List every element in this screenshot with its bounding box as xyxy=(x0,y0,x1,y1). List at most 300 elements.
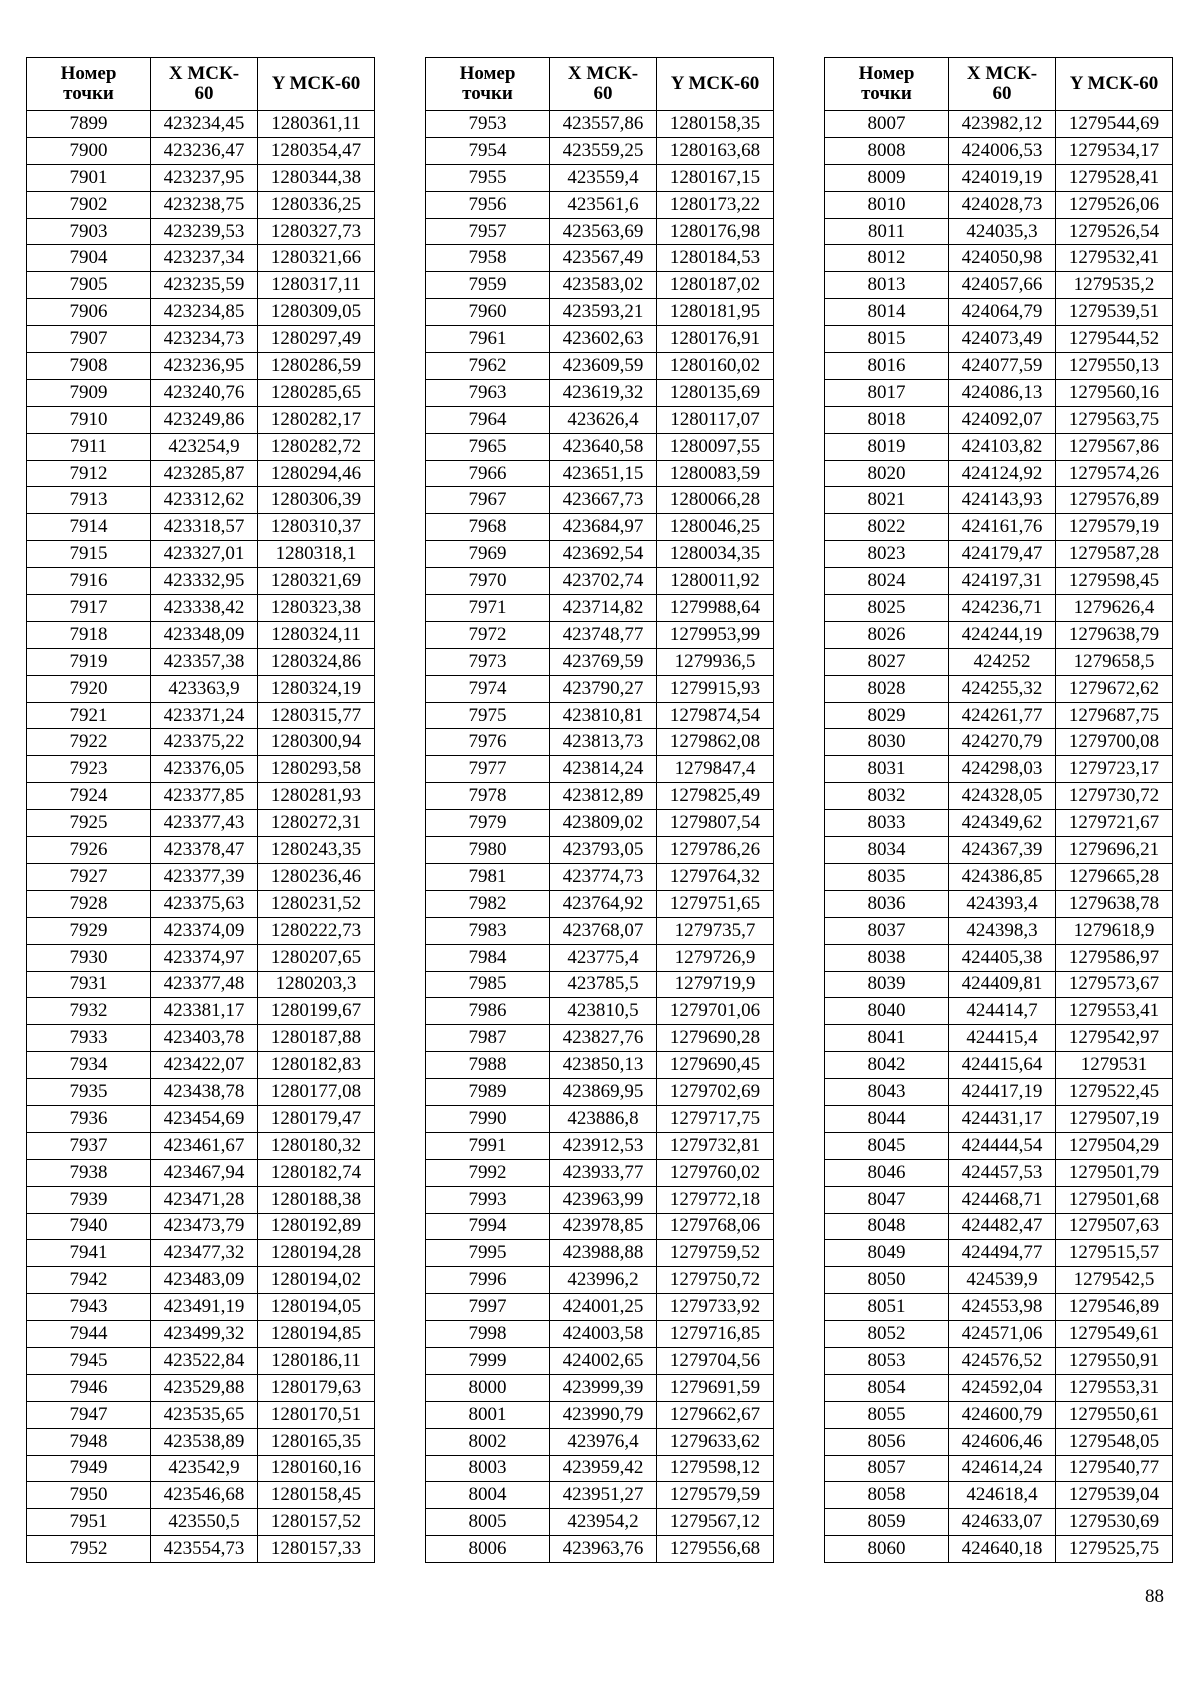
x-coordinate-cell: 424002,65 xyxy=(550,1347,657,1374)
y-coordinate-cell: 1279534,17 xyxy=(1056,137,1173,164)
y-coordinate-cell: 1280187,88 xyxy=(258,1025,375,1052)
table-row xyxy=(27,729,375,756)
table-row xyxy=(426,245,774,272)
y-coordinate-cell: 1279553,31 xyxy=(1056,1374,1173,1401)
table-row xyxy=(825,621,1173,648)
x-coordinate-cell: 423976,4 xyxy=(550,1428,657,1455)
x-coordinate-cell: 424640,18 xyxy=(949,1536,1056,1563)
y-coordinate-cell: 1280317,11 xyxy=(258,272,375,299)
table-row xyxy=(825,675,1173,702)
x-coordinate-cell: 424086,13 xyxy=(949,379,1056,406)
table-row xyxy=(825,191,1173,218)
header-row xyxy=(27,58,375,111)
point-number-cell: 7924 xyxy=(27,783,151,810)
x-coordinate-cell: 423609,59 xyxy=(550,353,657,380)
table-row xyxy=(426,514,774,541)
table-row xyxy=(825,1401,1173,1428)
y-coordinate-cell: 1279567,12 xyxy=(657,1509,774,1536)
header-point-number: Номер точки xyxy=(825,58,949,111)
y-coordinate-cell: 1279507,63 xyxy=(1056,1213,1173,1240)
y-coordinate-cell: 1279716,85 xyxy=(657,1321,774,1348)
x-coordinate-cell: 424393,4 xyxy=(949,890,1056,917)
point-number-cell: 7965 xyxy=(426,433,550,460)
y-coordinate-cell: 1280187,02 xyxy=(657,272,774,299)
table-row xyxy=(426,971,774,998)
y-coordinate-cell: 1279522,45 xyxy=(1056,1079,1173,1106)
y-coordinate-cell: 1280194,85 xyxy=(258,1321,375,1348)
y-coordinate-cell: 1279953,99 xyxy=(657,621,774,648)
table-row xyxy=(426,272,774,299)
point-number-cell: 7915 xyxy=(27,541,151,568)
y-coordinate-cell: 1280323,38 xyxy=(258,595,375,622)
y-coordinate-cell: 1280315,77 xyxy=(258,702,375,729)
point-number-cell: 7981 xyxy=(426,863,550,890)
point-number-cell: 7968 xyxy=(426,514,550,541)
header-point-number: Номер точки xyxy=(426,58,550,111)
x-coordinate-cell: 423522,84 xyxy=(151,1347,258,1374)
table-row xyxy=(426,568,774,595)
table-row xyxy=(825,1428,1173,1455)
table-row xyxy=(426,379,774,406)
y-coordinate-cell: 1279665,28 xyxy=(1056,863,1173,890)
point-number-cell: 8052 xyxy=(825,1321,949,1348)
y-coordinate-cell: 1279723,17 xyxy=(1056,756,1173,783)
table-row xyxy=(426,783,774,810)
point-number-cell: 7973 xyxy=(426,648,550,675)
y-coordinate-cell: 1280281,93 xyxy=(258,783,375,810)
table-row xyxy=(825,326,1173,353)
x-coordinate-cell: 423869,95 xyxy=(550,1079,657,1106)
table-row xyxy=(426,1482,774,1509)
x-coordinate-cell: 423626,4 xyxy=(550,406,657,433)
x-coordinate-cell: 423954,2 xyxy=(550,1509,657,1536)
x-coordinate-cell: 423996,2 xyxy=(550,1267,657,1294)
x-coordinate-cell: 423338,42 xyxy=(151,595,258,622)
table-row xyxy=(27,1159,375,1186)
x-coordinate-cell: 424592,04 xyxy=(949,1374,1056,1401)
x-coordinate-cell: 423239,53 xyxy=(151,218,258,245)
point-number-cell: 7980 xyxy=(426,837,550,864)
header-x-msk60: X МСК- 60 xyxy=(550,58,657,111)
point-number-cell: 7944 xyxy=(27,1321,151,1348)
y-coordinate-cell: 1280188,38 xyxy=(258,1186,375,1213)
x-coordinate-cell: 424143,93 xyxy=(949,487,1056,514)
x-coordinate-cell: 424092,07 xyxy=(949,406,1056,433)
table-row xyxy=(426,1213,774,1240)
x-coordinate-cell: 423374,97 xyxy=(151,944,258,971)
y-coordinate-cell: 1279751,65 xyxy=(657,890,774,917)
y-coordinate-cell: 1280344,38 xyxy=(258,164,375,191)
x-coordinate-cell: 423793,05 xyxy=(550,837,657,864)
point-number-cell: 7941 xyxy=(27,1240,151,1267)
y-coordinate-cell: 1280324,19 xyxy=(258,675,375,702)
point-number-cell: 8031 xyxy=(825,756,949,783)
table-row xyxy=(426,111,774,138)
table-row xyxy=(27,648,375,675)
point-number-cell: 7971 xyxy=(426,595,550,622)
table-row xyxy=(825,863,1173,890)
point-number-cell: 8025 xyxy=(825,595,949,622)
table-row xyxy=(825,810,1173,837)
point-number-cell: 7970 xyxy=(426,568,550,595)
y-coordinate-cell: 1279501,68 xyxy=(1056,1186,1173,1213)
y-coordinate-cell: 1279587,28 xyxy=(1056,541,1173,568)
point-number-cell: 7954 xyxy=(426,137,550,164)
x-coordinate-cell: 424600,79 xyxy=(949,1401,1056,1428)
x-coordinate-cell: 423769,59 xyxy=(550,648,657,675)
point-number-cell: 7975 xyxy=(426,702,550,729)
y-coordinate-cell: 1279759,52 xyxy=(657,1240,774,1267)
x-coordinate-cell: 423764,92 xyxy=(550,890,657,917)
y-coordinate-cell: 1280181,95 xyxy=(657,299,774,326)
y-coordinate-cell: 1280176,91 xyxy=(657,326,774,353)
x-coordinate-cell: 424409,81 xyxy=(949,971,1056,998)
table-row xyxy=(426,1079,774,1106)
y-coordinate-cell: 1280336,25 xyxy=(258,191,375,218)
y-coordinate-cell: 1279687,75 xyxy=(1056,702,1173,729)
x-coordinate-cell: 423602,63 xyxy=(550,326,657,353)
x-coordinate-cell: 423557,86 xyxy=(550,111,657,138)
table-row xyxy=(27,917,375,944)
point-number-cell: 7936 xyxy=(27,1105,151,1132)
y-coordinate-cell: 1280282,72 xyxy=(258,433,375,460)
table-row xyxy=(825,944,1173,971)
table-row xyxy=(825,1267,1173,1294)
x-coordinate-cell: 423593,21 xyxy=(550,299,657,326)
y-coordinate-cell: 1280192,89 xyxy=(258,1213,375,1240)
point-number-cell: 7899 xyxy=(27,111,151,138)
y-coordinate-cell: 1280182,74 xyxy=(258,1159,375,1186)
x-coordinate-cell: 423561,6 xyxy=(550,191,657,218)
table-row xyxy=(825,1482,1173,1509)
x-coordinate-cell: 424398,3 xyxy=(949,917,1056,944)
table-row xyxy=(426,1240,774,1267)
point-number-cell: 7982 xyxy=(426,890,550,917)
y-coordinate-cell: 1279563,75 xyxy=(1056,406,1173,433)
point-number-cell: 7988 xyxy=(426,1052,550,1079)
header-y-msk60: Y МСК-60 xyxy=(258,58,375,111)
table-row xyxy=(426,406,774,433)
table-row xyxy=(825,137,1173,164)
table-row xyxy=(426,944,774,971)
y-coordinate-cell: 1280310,37 xyxy=(258,514,375,541)
y-coordinate-cell: 1280286,59 xyxy=(258,353,375,380)
table-row xyxy=(27,1213,375,1240)
point-number-cell: 7994 xyxy=(426,1213,550,1240)
point-number-cell: 8011 xyxy=(825,218,949,245)
point-number-cell: 7931 xyxy=(27,971,151,998)
y-coordinate-cell: 1279526,54 xyxy=(1056,218,1173,245)
y-coordinate-cell: 1280321,66 xyxy=(258,245,375,272)
coordinates-table-2 xyxy=(425,57,774,1563)
point-number-cell: 7933 xyxy=(27,1025,151,1052)
point-number-cell: 8060 xyxy=(825,1536,949,1563)
point-number-cell: 8055 xyxy=(825,1401,949,1428)
x-coordinate-cell: 424405,38 xyxy=(949,944,1056,971)
point-number-cell: 7983 xyxy=(426,917,550,944)
point-number-cell: 8027 xyxy=(825,648,949,675)
y-coordinate-cell: 1280361,11 xyxy=(258,111,375,138)
table-row xyxy=(426,648,774,675)
table-row xyxy=(27,353,375,380)
y-coordinate-cell: 1279733,92 xyxy=(657,1294,774,1321)
point-number-cell: 7904 xyxy=(27,245,151,272)
y-coordinate-cell: 1280318,1 xyxy=(258,541,375,568)
table-row xyxy=(27,890,375,917)
point-number-cell: 7919 xyxy=(27,648,151,675)
point-number-cell: 7986 xyxy=(426,998,550,1025)
point-number-cell: 7917 xyxy=(27,595,151,622)
header-y-msk60: Y МСК-60 xyxy=(1056,58,1173,111)
point-number-cell: 7952 xyxy=(27,1536,151,1563)
x-coordinate-cell: 424103,82 xyxy=(949,433,1056,460)
y-coordinate-cell: 1280321,69 xyxy=(258,568,375,595)
table-row xyxy=(27,164,375,191)
y-coordinate-cell: 1279662,67 xyxy=(657,1401,774,1428)
table-row xyxy=(426,1509,774,1536)
x-coordinate-cell: 423748,77 xyxy=(550,621,657,648)
table-row xyxy=(27,1509,375,1536)
table-row xyxy=(426,675,774,702)
point-number-cell: 8047 xyxy=(825,1186,949,1213)
table-row xyxy=(825,1213,1173,1240)
point-number-cell: 8013 xyxy=(825,272,949,299)
table-row xyxy=(27,487,375,514)
point-number-cell: 8019 xyxy=(825,433,949,460)
y-coordinate-cell: 1279556,68 xyxy=(657,1536,774,1563)
y-coordinate-cell: 1279735,7 xyxy=(657,917,774,944)
point-number-cell: 8029 xyxy=(825,702,949,729)
table-row xyxy=(27,971,375,998)
x-coordinate-cell: 423619,32 xyxy=(550,379,657,406)
point-number-cell: 7989 xyxy=(426,1079,550,1106)
y-coordinate-cell: 1279504,29 xyxy=(1056,1132,1173,1159)
y-coordinate-cell: 1280272,31 xyxy=(258,810,375,837)
x-coordinate-cell: 424001,25 xyxy=(550,1294,657,1321)
table-row xyxy=(27,1347,375,1374)
x-coordinate-cell: 424003,58 xyxy=(550,1321,657,1348)
x-coordinate-cell: 423422,07 xyxy=(151,1052,258,1079)
x-coordinate-cell: 424035,3 xyxy=(949,218,1056,245)
x-coordinate-cell: 423850,13 xyxy=(550,1052,657,1079)
point-number-cell: 7956 xyxy=(426,191,550,218)
point-number-cell: 7938 xyxy=(27,1159,151,1186)
point-number-cell: 8048 xyxy=(825,1213,949,1240)
x-coordinate-cell: 423285,87 xyxy=(151,460,258,487)
y-coordinate-cell: 1280160,16 xyxy=(258,1455,375,1482)
y-coordinate-cell: 1280282,17 xyxy=(258,406,375,433)
y-coordinate-cell: 1279618,9 xyxy=(1056,917,1173,944)
point-number-cell: 7930 xyxy=(27,944,151,971)
y-coordinate-cell: 1280297,49 xyxy=(258,326,375,353)
x-coordinate-cell: 423377,43 xyxy=(151,810,258,837)
table-row xyxy=(426,1294,774,1321)
table-row xyxy=(825,541,1173,568)
x-coordinate-cell: 423238,75 xyxy=(151,191,258,218)
point-number-cell: 8023 xyxy=(825,541,949,568)
x-coordinate-cell: 423790,27 xyxy=(550,675,657,702)
x-coordinate-cell: 423775,4 xyxy=(550,944,657,971)
point-number-cell: 7987 xyxy=(426,1025,550,1052)
x-coordinate-cell: 423651,15 xyxy=(550,460,657,487)
point-number-cell: 7958 xyxy=(426,245,550,272)
x-coordinate-cell: 424417,19 xyxy=(949,1079,1056,1106)
x-coordinate-cell: 423990,79 xyxy=(550,1401,657,1428)
table-row xyxy=(426,998,774,1025)
point-number-cell: 7911 xyxy=(27,433,151,460)
x-coordinate-cell: 423567,49 xyxy=(550,245,657,272)
y-coordinate-cell: 1279988,64 xyxy=(657,595,774,622)
point-number-cell: 8036 xyxy=(825,890,949,917)
y-coordinate-cell: 1279768,06 xyxy=(657,1213,774,1240)
point-number-cell: 7940 xyxy=(27,1213,151,1240)
x-coordinate-cell: 424414,7 xyxy=(949,998,1056,1025)
point-number-cell: 8053 xyxy=(825,1347,949,1374)
y-coordinate-cell: 1280293,58 xyxy=(258,756,375,783)
x-coordinate-cell: 424064,79 xyxy=(949,299,1056,326)
x-coordinate-cell: 424444,54 xyxy=(949,1132,1056,1159)
x-coordinate-cell: 423933,77 xyxy=(550,1159,657,1186)
y-coordinate-cell: 1280309,05 xyxy=(258,299,375,326)
table-row xyxy=(825,595,1173,622)
x-coordinate-cell: 424415,64 xyxy=(949,1052,1056,1079)
x-coordinate-cell: 423546,68 xyxy=(151,1482,258,1509)
x-coordinate-cell: 424482,47 xyxy=(949,1213,1056,1240)
y-coordinate-cell: 1279672,62 xyxy=(1056,675,1173,702)
x-coordinate-cell: 424367,39 xyxy=(949,837,1056,864)
y-coordinate-cell: 1279525,75 xyxy=(1056,1536,1173,1563)
point-number-cell: 7996 xyxy=(426,1267,550,1294)
x-coordinate-cell: 424468,71 xyxy=(949,1186,1056,1213)
x-coordinate-cell: 424255,32 xyxy=(949,675,1056,702)
y-coordinate-cell: 1279721,67 xyxy=(1056,810,1173,837)
y-coordinate-cell: 1279700,08 xyxy=(1056,729,1173,756)
point-number-cell: 7961 xyxy=(426,326,550,353)
x-coordinate-cell: 424571,06 xyxy=(949,1321,1056,1348)
x-coordinate-cell: 424261,77 xyxy=(949,702,1056,729)
table-row xyxy=(825,756,1173,783)
x-coordinate-cell: 424457,53 xyxy=(949,1159,1056,1186)
point-number-cell: 7985 xyxy=(426,971,550,998)
y-coordinate-cell: 1279807,54 xyxy=(657,810,774,837)
y-coordinate-cell: 1280182,83 xyxy=(258,1052,375,1079)
table-row xyxy=(27,621,375,648)
table-row xyxy=(27,998,375,1025)
y-coordinate-cell: 1279730,72 xyxy=(1056,783,1173,810)
x-coordinate-cell: 423692,54 xyxy=(550,541,657,568)
y-coordinate-cell: 1280157,33 xyxy=(258,1536,375,1563)
y-coordinate-cell: 1280160,02 xyxy=(657,353,774,380)
table-row xyxy=(825,971,1173,998)
table-row xyxy=(27,406,375,433)
point-number-cell: 8000 xyxy=(426,1374,550,1401)
point-number-cell: 7906 xyxy=(27,299,151,326)
table-row xyxy=(426,191,774,218)
point-number-cell: 7908 xyxy=(27,353,151,380)
y-coordinate-cell: 1280236,46 xyxy=(258,863,375,890)
x-coordinate-cell: 423438,78 xyxy=(151,1079,258,1106)
x-coordinate-cell: 423483,09 xyxy=(151,1267,258,1294)
point-number-cell: 7929 xyxy=(27,917,151,944)
x-coordinate-cell: 423912,53 xyxy=(550,1132,657,1159)
header-point-number: Номер точки xyxy=(27,58,151,111)
y-coordinate-cell: 1279915,93 xyxy=(657,675,774,702)
table-row xyxy=(27,245,375,272)
point-number-cell: 8033 xyxy=(825,810,949,837)
point-number-cell: 8012 xyxy=(825,245,949,272)
point-number-cell: 7943 xyxy=(27,1294,151,1321)
point-number-cell: 8024 xyxy=(825,568,949,595)
point-number-cell: 7957 xyxy=(426,218,550,245)
y-coordinate-cell: 1279717,75 xyxy=(657,1105,774,1132)
table-row xyxy=(825,702,1173,729)
y-coordinate-cell: 1280186,11 xyxy=(258,1347,375,1374)
point-number-cell: 7992 xyxy=(426,1159,550,1186)
table-row xyxy=(426,1374,774,1401)
x-coordinate-cell: 423667,73 xyxy=(550,487,657,514)
table-row xyxy=(27,1186,375,1213)
point-number-cell: 7990 xyxy=(426,1105,550,1132)
point-number-cell: 7905 xyxy=(27,272,151,299)
point-number-cell: 7974 xyxy=(426,675,550,702)
table-row xyxy=(27,299,375,326)
table-row xyxy=(825,460,1173,487)
point-number-cell: 7910 xyxy=(27,406,151,433)
point-number-cell: 7900 xyxy=(27,137,151,164)
y-coordinate-cell: 1279550,61 xyxy=(1056,1401,1173,1428)
y-coordinate-cell: 1280199,67 xyxy=(258,998,375,1025)
point-number-cell: 8003 xyxy=(426,1455,550,1482)
y-coordinate-cell: 1279764,32 xyxy=(657,863,774,890)
y-coordinate-cell: 1279719,9 xyxy=(657,971,774,998)
x-coordinate-cell: 423403,78 xyxy=(151,1025,258,1052)
table-row xyxy=(825,1105,1173,1132)
point-number-cell: 7942 xyxy=(27,1267,151,1294)
y-coordinate-cell: 1279598,45 xyxy=(1056,568,1173,595)
x-coordinate-cell: 424124,92 xyxy=(949,460,1056,487)
point-number-cell: 8034 xyxy=(825,837,949,864)
x-coordinate-cell: 423240,76 xyxy=(151,379,258,406)
point-number-cell: 7951 xyxy=(27,1509,151,1536)
y-coordinate-cell: 1279528,41 xyxy=(1056,164,1173,191)
x-coordinate-cell: 424073,49 xyxy=(949,326,1056,353)
table-row xyxy=(825,272,1173,299)
point-number-cell: 8017 xyxy=(825,379,949,406)
y-coordinate-cell: 1280165,35 xyxy=(258,1428,375,1455)
point-number-cell: 7932 xyxy=(27,998,151,1025)
x-coordinate-cell: 424553,98 xyxy=(949,1294,1056,1321)
x-coordinate-cell: 424618,4 xyxy=(949,1482,1056,1509)
table-row xyxy=(27,1455,375,1482)
table-row xyxy=(825,1455,1173,1482)
table-row xyxy=(426,1052,774,1079)
table-row xyxy=(825,1132,1173,1159)
point-number-cell: 7925 xyxy=(27,810,151,837)
x-coordinate-cell: 423988,88 xyxy=(550,1240,657,1267)
y-coordinate-cell: 1279579,19 xyxy=(1056,514,1173,541)
x-coordinate-cell: 423959,42 xyxy=(550,1455,657,1482)
table-row xyxy=(27,1401,375,1428)
y-coordinate-cell: 1280097,55 xyxy=(657,433,774,460)
point-number-cell: 7926 xyxy=(27,837,151,864)
x-coordinate-cell: 423768,07 xyxy=(550,917,657,944)
point-number-cell: 7902 xyxy=(27,191,151,218)
y-coordinate-cell: 1280207,65 xyxy=(258,944,375,971)
table-row xyxy=(825,568,1173,595)
y-coordinate-cell: 1280184,53 xyxy=(657,245,774,272)
x-coordinate-cell: 423377,39 xyxy=(151,863,258,890)
x-coordinate-cell: 423461,67 xyxy=(151,1132,258,1159)
